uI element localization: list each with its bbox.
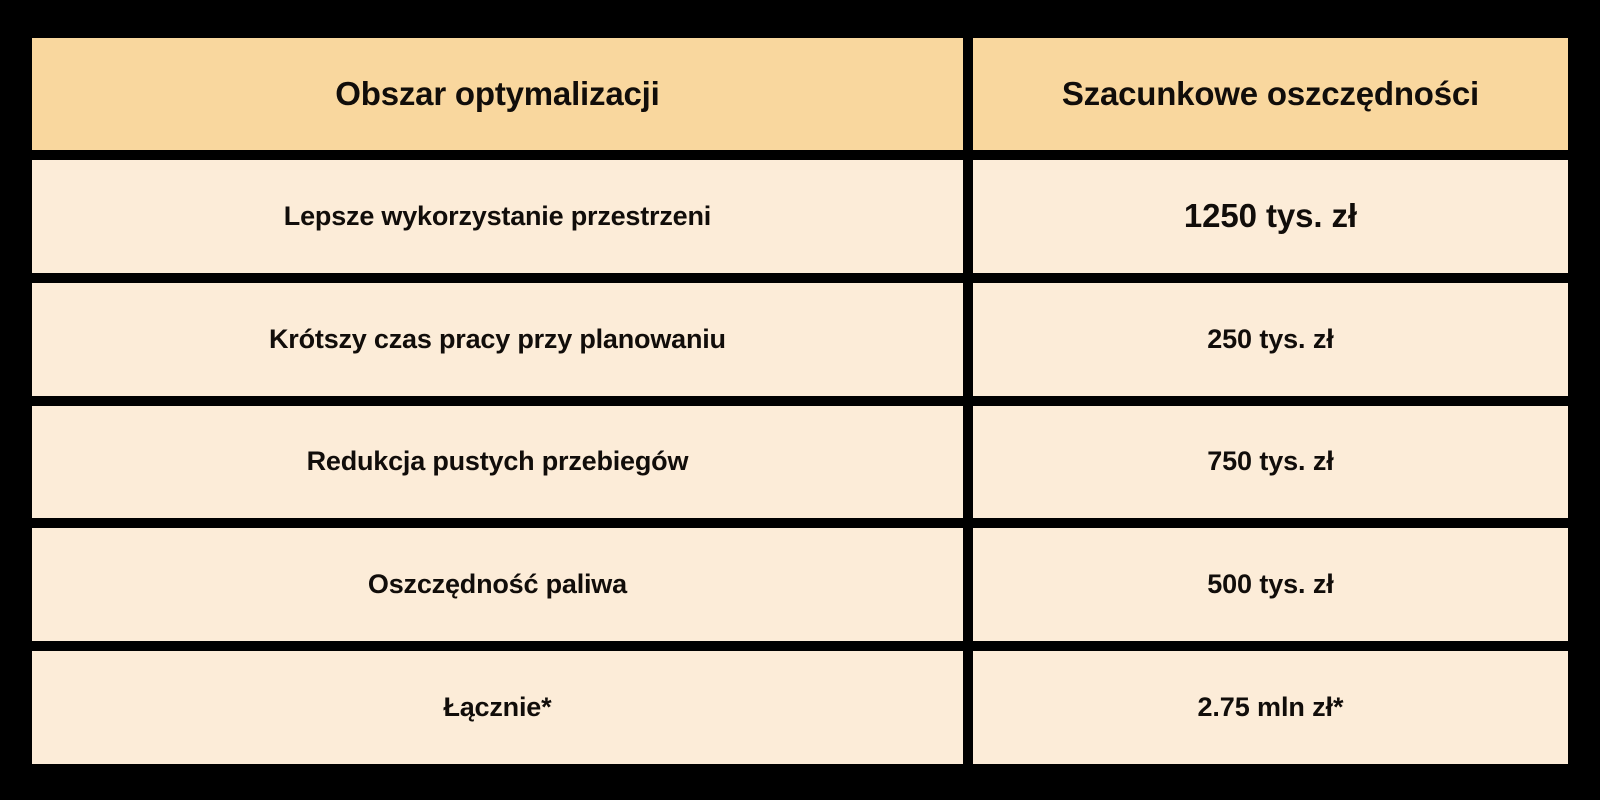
table-header — [32, 38, 1568, 150]
cell-area: Redukcja pustych przebiegów — [32, 406, 963, 519]
table-row — [32, 528, 1568, 641]
cell-area-total: Łącznie* — [32, 651, 963, 764]
cell-savings-total: 2.75 mln zł* — [973, 651, 1568, 764]
cell-area: Lepsze wykorzystanie przestrzeni — [32, 160, 963, 273]
column-header-savings: Szacunkowe oszczędności — [973, 38, 1568, 150]
cell-area: Oszczędność paliwa — [32, 528, 963, 641]
cell-savings: 250 tys. zł — [973, 283, 1568, 396]
cell-savings: 1250 tys. zł — [973, 160, 1568, 273]
optimization-savings-table — [22, 28, 1578, 774]
table-body — [32, 160, 1568, 764]
table-row — [32, 406, 1568, 519]
cell-savings: 500 tys. zł — [973, 528, 1568, 641]
table-row-total — [32, 651, 1568, 764]
cell-savings: 750 tys. zł — [973, 406, 1568, 519]
cell-area: Krótszy czas pracy przy planowaniu — [32, 283, 963, 396]
table-row — [32, 283, 1568, 396]
table-header-row — [32, 38, 1568, 150]
table-row — [32, 160, 1568, 273]
column-header-area: Obszar optymalizacji — [32, 38, 963, 150]
